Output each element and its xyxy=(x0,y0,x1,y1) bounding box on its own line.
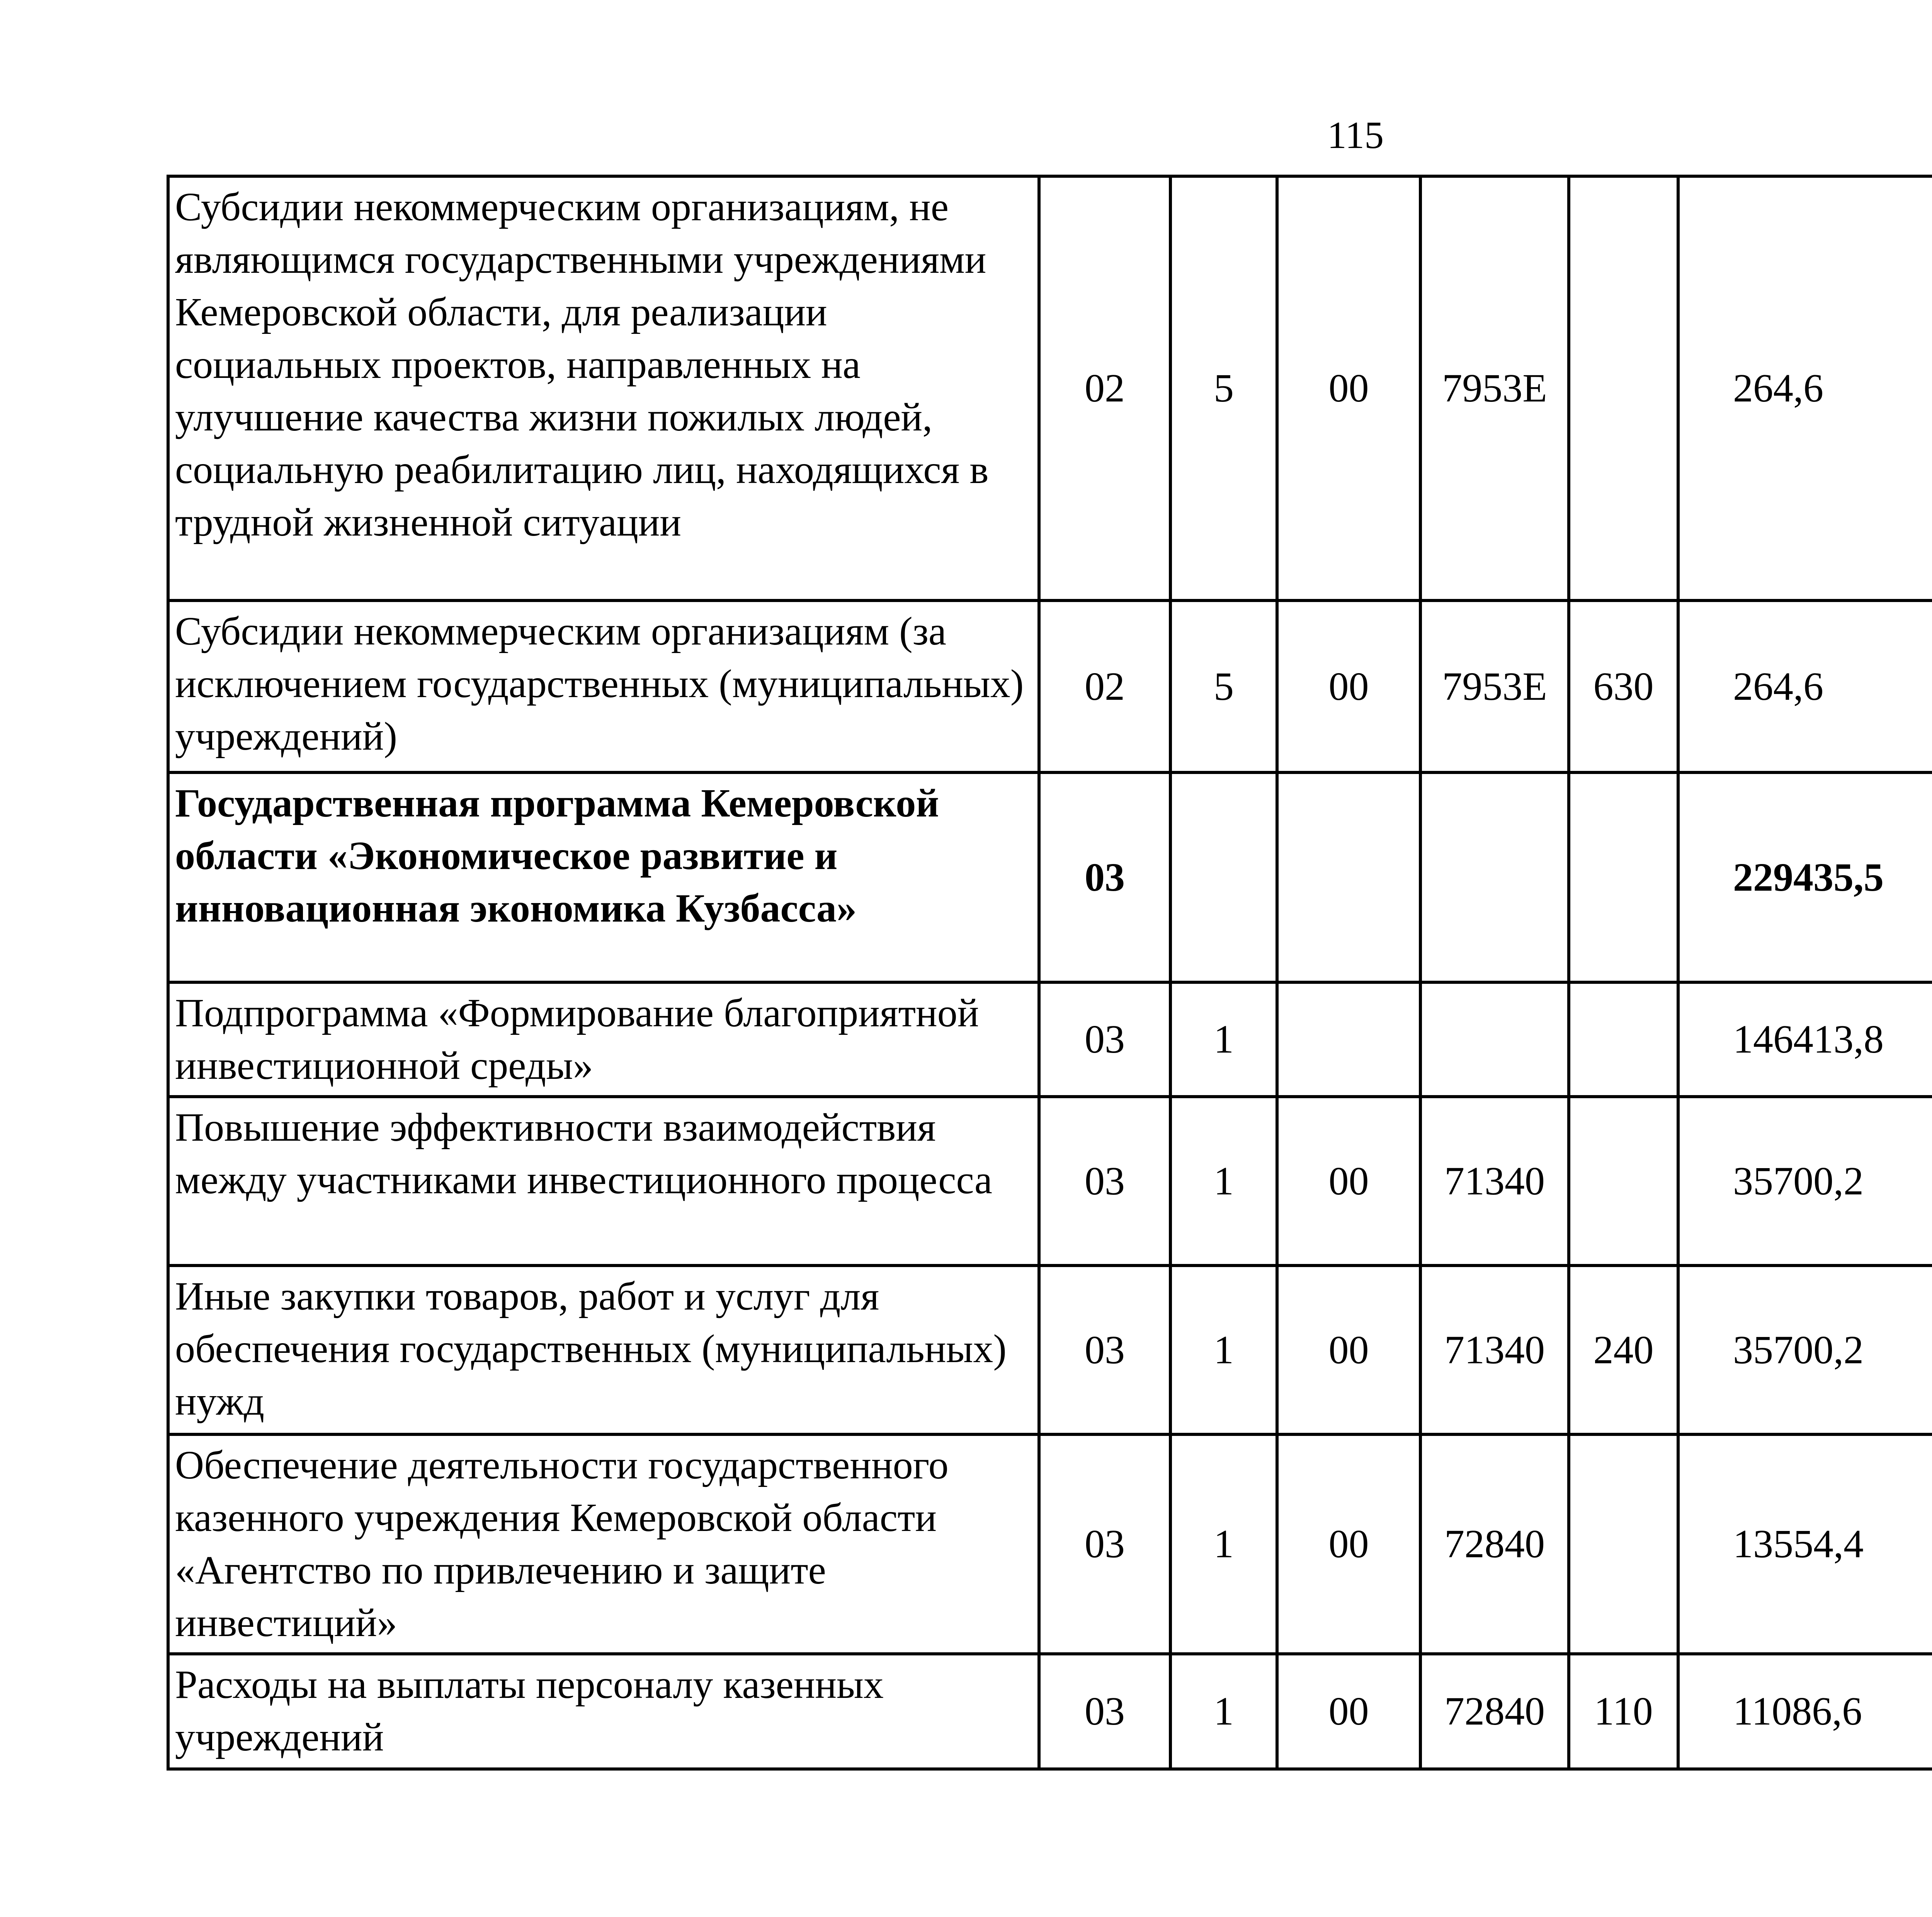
expense-type-code xyxy=(1569,772,1678,982)
program-code: 03 xyxy=(1039,772,1170,982)
subprogram-code: 1 xyxy=(1170,1654,1277,1769)
page-number: 115 xyxy=(1327,114,1384,156)
subprogram-code: 1 xyxy=(1170,982,1277,1097)
direction-code xyxy=(1277,772,1420,982)
direction-code: 00 xyxy=(1277,1434,1420,1654)
table-row xyxy=(168,1266,1932,1434)
expense-name: Иные закупки товаров, работ и услуг для обеспечения государственных (муниципальных) нужд xyxy=(168,1266,1039,1434)
amount-year-1: 146413,8 xyxy=(1678,982,1932,1097)
expense-name: Обеспечение деятельности государственного казенного учреждения Кемеровской области «Агентство по привлечению и защите инвестиций» xyxy=(168,1434,1039,1654)
expense-type-code xyxy=(1569,176,1678,600)
amount-year-1: 229435,5 xyxy=(1678,772,1932,982)
expense-name: Государственная программа Кемеровской области «Экономическое развитие и инновационная экономика Кузбасса» xyxy=(168,772,1039,982)
expense-code: 71340 xyxy=(1420,1097,1569,1266)
amount-year-1: 35700,2 xyxy=(1678,1097,1932,1266)
expense-code: 71340 xyxy=(1420,1266,1569,1434)
table-body xyxy=(168,176,1932,1769)
amount-year-1: 11086,6 xyxy=(1678,1654,1932,1769)
subprogram-code: 1 xyxy=(1170,1434,1277,1654)
program-code: 03 xyxy=(1039,1654,1170,1769)
expense-code: 7953Е xyxy=(1420,600,1569,772)
direction-code: 00 xyxy=(1277,1654,1420,1769)
subprogram-code: 5 xyxy=(1170,176,1277,600)
expense-type-code xyxy=(1569,1097,1678,1266)
direction-code: 00 xyxy=(1277,1097,1420,1266)
program-code: 03 xyxy=(1039,982,1170,1097)
program-code: 03 xyxy=(1039,1266,1170,1434)
expense-name: Субсидии некоммерческим организациям (за исключением государственных (муниципальных) учреждений) xyxy=(168,600,1039,772)
expense-type-code: 630 xyxy=(1569,600,1678,772)
expense-code xyxy=(1420,772,1569,982)
table-row xyxy=(168,1434,1932,1654)
amount-year-1: 13554,4 xyxy=(1678,1434,1932,1654)
expense-name: Повышение эффективности взаимодействия между участниками инвестиционного процесса xyxy=(168,1097,1039,1266)
expense-name: Расходы на выплаты персоналу казенных учреждений xyxy=(168,1654,1039,1769)
program-code: 03 xyxy=(1039,1097,1170,1266)
subprogram-code: 1 xyxy=(1170,1266,1277,1434)
expense-type-code: 240 xyxy=(1569,1266,1678,1434)
direction-code xyxy=(1277,982,1420,1097)
program-code: 03 xyxy=(1039,1434,1170,1654)
expense-code xyxy=(1420,982,1569,1097)
amount-year-1: 264,6 xyxy=(1678,176,1932,600)
direction-code: 00 xyxy=(1277,176,1420,600)
amount-year-1: 264,6 xyxy=(1678,600,1932,772)
table-row xyxy=(168,982,1932,1097)
expense-code: 7953Е xyxy=(1420,176,1569,600)
expense-type-code xyxy=(1569,982,1678,1097)
amount-year-1: 35700,2 xyxy=(1678,1266,1932,1434)
expense-code: 72840 xyxy=(1420,1434,1569,1654)
budget-table xyxy=(167,175,1932,1771)
expense-name: Подпрограмма «Формирование благоприятной инвестиционной среды» xyxy=(168,982,1039,1097)
table-row xyxy=(168,1097,1932,1266)
subprogram-code: 5 xyxy=(1170,600,1277,772)
table-row xyxy=(168,600,1932,772)
direction-code: 00 xyxy=(1277,1266,1420,1434)
expense-type-code: 110 xyxy=(1569,1654,1678,1769)
subprogram-code: 1 xyxy=(1170,1097,1277,1266)
table-row-program xyxy=(168,772,1932,982)
expense-code: 72840 xyxy=(1420,1654,1569,1769)
subprogram-code xyxy=(1170,772,1277,982)
table-row xyxy=(168,176,1932,600)
expense-type-code xyxy=(1569,1434,1678,1654)
expense-name: Субсидии некоммерческим организациям, не являющимся государственными учреждениями Кемеровской области, для реализации социальных проектов, направленных на улучшение качества жизни пожилых людей, социальную реабилитацию лиц, находящихся в трудной жизненной ситуации xyxy=(168,176,1039,600)
program-code: 02 xyxy=(1039,176,1170,600)
table-row xyxy=(168,1654,1932,1769)
direction-code: 00 xyxy=(1277,600,1420,772)
program-code: 02 xyxy=(1039,600,1170,772)
